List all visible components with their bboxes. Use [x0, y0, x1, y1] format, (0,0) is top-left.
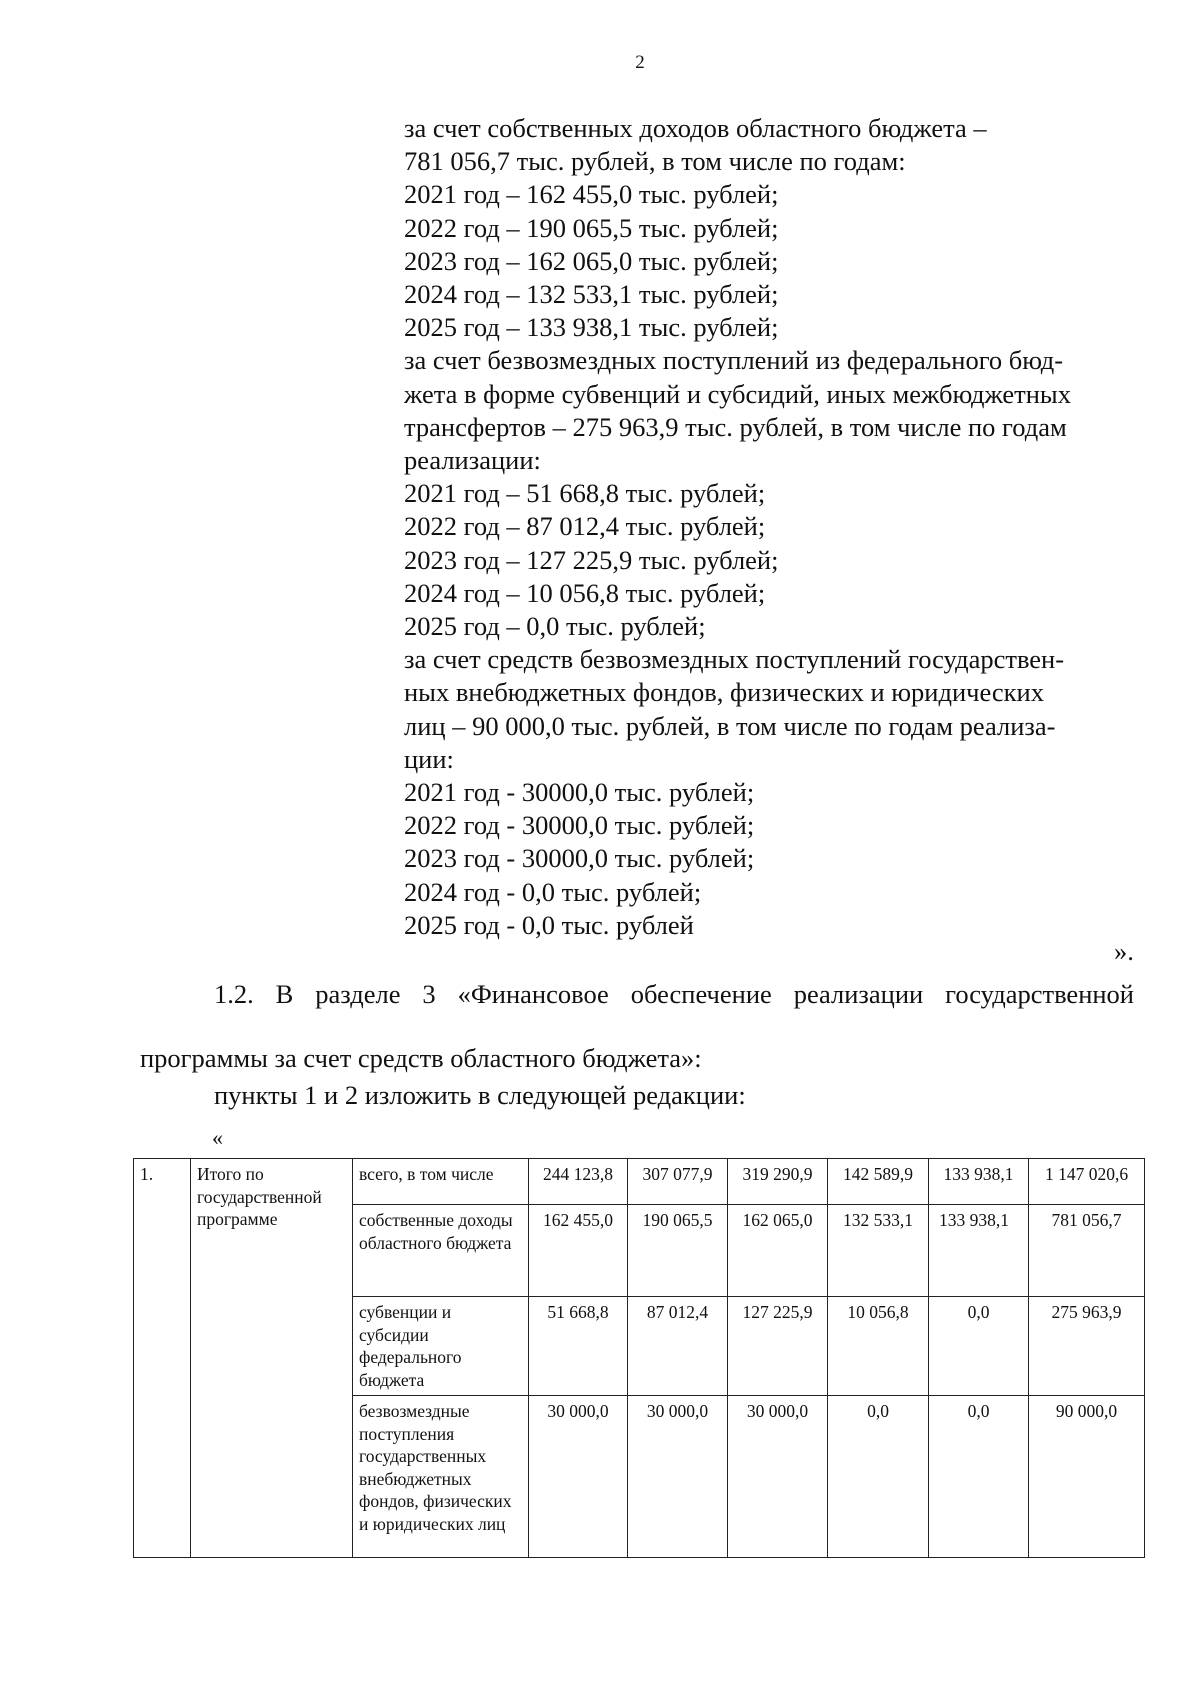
value-cell: 244 123,8 [529, 1159, 628, 1205]
financing-table [133, 1158, 1145, 1558]
value-cell: 319 290,9 [728, 1159, 828, 1205]
value-cell: 0,0 [929, 1396, 1029, 1558]
row-number-cell: 1. [134, 1159, 191, 1558]
opening-quote: « [212, 1125, 223, 1150]
text-line: 781 056,7 тыс. рублей, в том числе по годам: [404, 146, 906, 177]
value-cell: 162 065,0 [728, 1205, 828, 1297]
text-line: 2021 год – 51 668,8 тыс. рублей; [404, 478, 766, 509]
value-cell: 190 065,5 [628, 1205, 728, 1297]
text-line: 2023 год – 127 225,9 тыс. рублей; [404, 544, 779, 575]
source-cell: субвенции и субсидии федерального бюджета [353, 1297, 529, 1396]
text-line: жета в форме субвенций и субсидий, иных межбюджетных [404, 378, 1071, 409]
passport-funding-text [404, 112, 1144, 942]
text-line: реализации: [404, 445, 541, 476]
value-cell: 30 000,0 [529, 1396, 628, 1558]
text-line: ных внебюджетных фондов, физических и юридических [404, 677, 1044, 708]
text-line: ции: [404, 743, 454, 774]
text-line: 2023 год - 30000,0 тыс. рублей; [404, 843, 755, 874]
text-line: 2021 год – 162 455,0 тыс. рублей; [404, 179, 779, 210]
value-cell: 142 589,9 [828, 1159, 929, 1205]
text-line: за счет безвозмездных поступлений из федерального бюд- [404, 345, 1064, 376]
closing-quote: ». [1114, 936, 1134, 966]
value-cell: 127 225,9 [728, 1297, 828, 1396]
text-line: лиц – 90 000,0 тыс. рублей, в том числе по годам реализа- [404, 710, 1056, 741]
value-cell: 307 077,9 [628, 1159, 728, 1205]
table-row [134, 1159, 1145, 1205]
value-cell: 0,0 [828, 1396, 929, 1558]
value-cell: 1 147 020,6 [1029, 1159, 1145, 1205]
value-cell: 0,0 [929, 1297, 1029, 1396]
text-line: 2024 год - 0,0 тыс. рублей; [404, 876, 702, 907]
text-line: 2025 год - 0,0 тыс. рублей [404, 909, 694, 940]
text-line: 2022 год - 30000,0 тыс. рублей; [404, 810, 755, 841]
value-cell: 90 000,0 [1029, 1396, 1145, 1558]
paragraph-1-2 [140, 976, 1134, 1076]
value-cell: 132 533,1 [828, 1205, 929, 1297]
value-cell: 275 963,9 [1029, 1297, 1145, 1396]
paragraph-items-edit: пункты 1 и 2 изложить в следующей редакции: [214, 1080, 746, 1110]
page-number: 2 [635, 52, 645, 73]
paragraph-line: программы за счет средств областного бюджета»: [140, 1043, 702, 1073]
text-line: за счет средств безвозмездных поступлений государствен- [404, 644, 1065, 675]
value-cell: 87 012,4 [628, 1297, 728, 1396]
value-cell: 781 056,7 [1029, 1205, 1145, 1297]
value-cell: 133 938,1 [929, 1159, 1029, 1205]
paragraph-line: 1.2. В разделе 3 «Финансовое обеспечение реализации государственной [214, 979, 1134, 1009]
value-cell: 162 455,0 [529, 1205, 628, 1297]
text-line: трансфертов – 275 963,9 тыс. рублей, в том числе по годам [404, 411, 1067, 442]
source-cell: безвозмездные поступления государственных внебюджетных фондов, физических и юридических лиц [353, 1396, 529, 1558]
value-cell: 51 668,8 [529, 1297, 628, 1396]
text-line: 2025 год – 0,0 тыс. рублей; [404, 611, 706, 642]
value-cell: 30 000,0 [728, 1396, 828, 1558]
text-line: 2023 год – 162 065,0 тыс. рублей; [404, 245, 779, 276]
value-cell: 30 000,0 [628, 1396, 728, 1558]
text-line: 2022 год – 87 012,4 тыс. рублей; [404, 511, 766, 542]
source-cell: собственные доходы областного бюджета [353, 1205, 529, 1297]
text-line: 2024 год – 132 533,1 тыс. рублей; [404, 279, 779, 310]
value-cell: 10 056,8 [828, 1297, 929, 1396]
text-line: 2021 год - 30000,0 тыс. рублей; [404, 777, 755, 808]
row-label-cell: Итого по государственной программе [191, 1159, 353, 1558]
text-line: за счет собственных доходов областного бюджета – [404, 113, 987, 143]
text-line: 2022 год – 190 065,5 тыс. рублей; [404, 212, 779, 243]
source-cell: всего, в том числе [353, 1159, 529, 1205]
text-line: 2025 год – 133 938,1 тыс. рублей; [404, 312, 779, 343]
value-cell: 133 938,1 [929, 1205, 1029, 1297]
text-line: 2024 год – 10 056,8 тыс. рублей; [404, 577, 766, 608]
